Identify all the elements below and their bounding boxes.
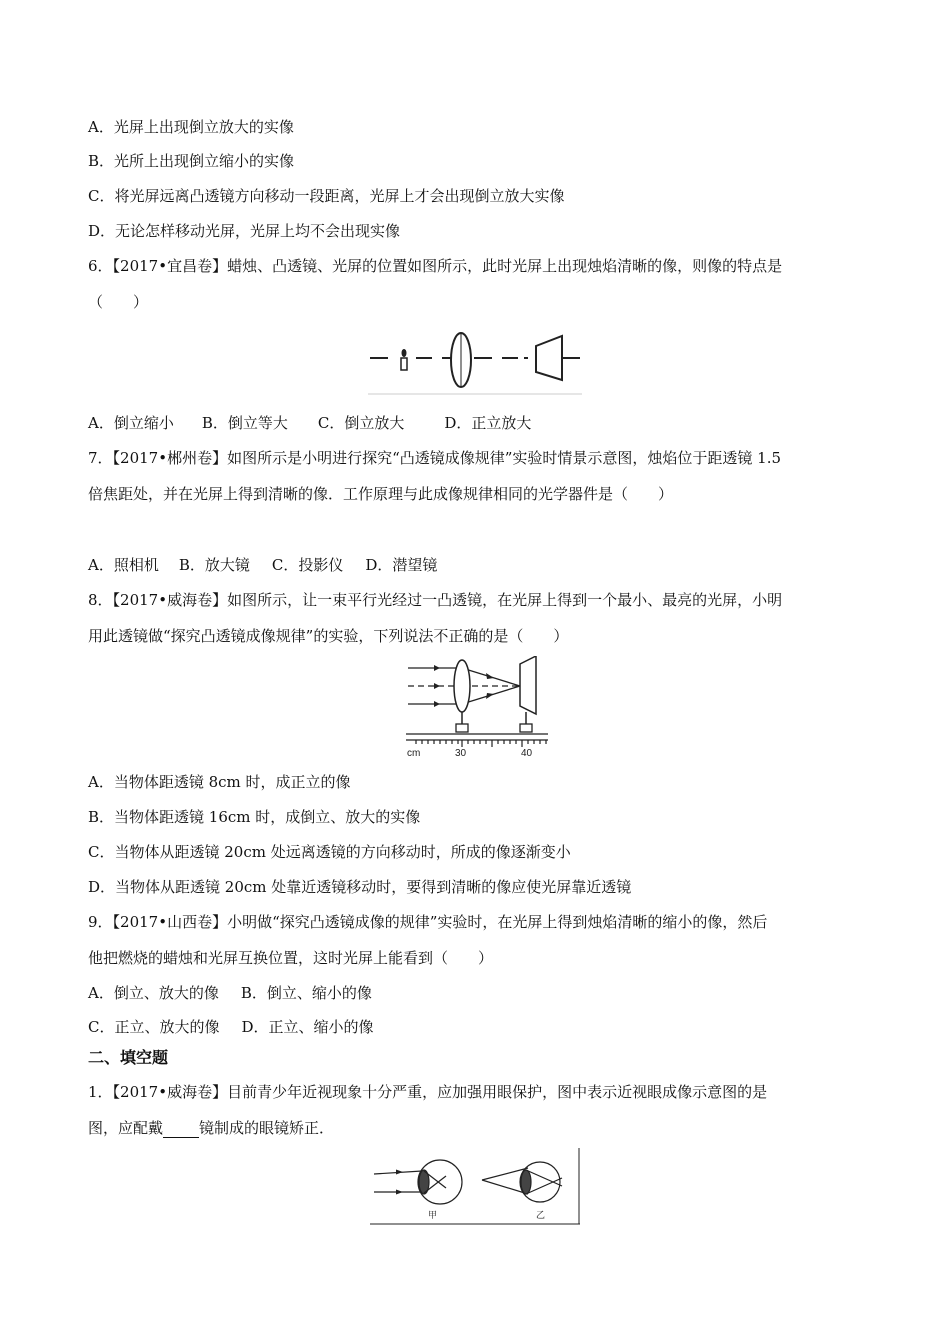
q5-option-b: B．光所上出现倒立缩小的实像: [88, 152, 295, 170]
q9-option-d: D．正立、缩小的像: [241, 1018, 374, 1036]
q8-stem-line2: 用此透镜做“探究凸透镜成像规律”的实验，下列说法不正确的是（ ）: [88, 627, 569, 645]
section-title: 二、填空题: [88, 1048, 169, 1067]
q9-options-row2: [88, 1017, 374, 1037]
q9-options-row1: [88, 983, 372, 1003]
q9-option-a: A．倒立、放大的像: [88, 984, 219, 1002]
q8-option-d: D．当物体从距透镜 20cm 处靠近透镜移动时，要得到清晰的像应使光屏靠近透镜: [88, 878, 632, 896]
q7-option-b: B．放大镜: [178, 556, 250, 574]
q6-options: [88, 413, 531, 433]
light-screen-icon: [536, 336, 562, 380]
candle-icon: [401, 349, 407, 370]
q5-option-d: D．无论怎样移动光屏，光屏上均不会出现实像: [88, 222, 401, 240]
convex-lens-icon: [451, 333, 471, 387]
eye-diagram-yi: [482, 1162, 562, 1202]
light-screen-icon: [520, 656, 536, 732]
q7-option-a: A．照相机: [88, 556, 159, 574]
q7-options: [88, 555, 437, 575]
q6-figure: [368, 322, 584, 396]
q5-option-a: A．光屏上出现倒立放大的实像: [88, 118, 294, 136]
eye-diagram-jia: [374, 1160, 462, 1204]
q8-option-b: B．当物体距透镜 16cm 时，成倒立、放大的实像: [88, 808, 421, 826]
q7-option-c: C．投影仪: [271, 556, 344, 574]
q8-option-c: C．当物体从距透镜 20cm 处远离透镜的方向移动时，所成的像逐渐变小: [88, 843, 571, 861]
q6-option-d: D．正立放大: [444, 414, 532, 432]
label-jia: 甲: [428, 1211, 438, 1221]
fill1-stem-line1: 1．【2017•威海卷】目前青少年近视现象十分严重，应加强用眼保护，图中表示近视眼成像示意图的是: [88, 1083, 768, 1101]
ruler-tick-30: 30: [455, 748, 467, 758]
q6-stem: 6．【2017•宜昌卷】蜡烛、凸透镜、光屏的位置如图所示，此时光屏上出现烛焰清晰的像，则像的特点是: [88, 257, 783, 275]
q6-option-c: C．倒立放大: [317, 414, 405, 432]
ruler: [406, 734, 548, 747]
label-yi: 乙: [536, 1211, 546, 1221]
q8-figure: [404, 656, 550, 758]
ruler-unit-label: cm: [407, 748, 421, 758]
q9-option-c: C．正立、放大的像: [88, 1018, 220, 1036]
q9-stem-line2: 他把燃烧的蜡烛和光屏互换位置，这时光屏上能看到（ ）: [88, 949, 494, 967]
q9-stem-line1: 9．【2017•山西卷】小明做“探究凸透镜成像的规律”实验时，在光屏上得到烛焰清晰的缩小的像，然后: [88, 913, 768, 931]
q6-option-a: A．倒立缩小: [88, 414, 174, 432]
answer-blank[interactable]: [163, 1122, 199, 1138]
q8-stem-line1: 8．【2017•威海卷】如图所示，让一束平行光经过一凸透镜，在光屏上得到一个最小、最亮的光屏，小明: [88, 591, 783, 609]
q5-option-c: C．将光屏远离凸透镜方向移动一段距离，光屏上才会出现倒立放大实像: [88, 187, 565, 205]
q6-bracket: （ ）: [88, 293, 149, 311]
fill1-text-a: 图，应配戴: [88, 1119, 164, 1137]
q8-option-a: A．当物体距透镜 8cm 时，成正立的像: [88, 773, 351, 791]
q7-stem-line2: 倍焦距处，并在光屏上得到清晰的像．工作原理与此成像规律相同的光学器件是（ ）: [88, 485, 674, 503]
convex-lens-icon: [454, 660, 470, 732]
q7-stem-line1: 7．【2017•郴州卷】如图所示是小明进行探究“凸透镜成像规律”实验时情景示意图，烛焰位于距透镜 1.5: [88, 449, 782, 467]
q9-option-b: B．倒立、缩小的像: [240, 984, 372, 1002]
ruler-tick-40: 40: [521, 748, 533, 758]
fill1-figure: [370, 1146, 582, 1226]
fill1-text-b: 镜制成的眼镜矫正．: [199, 1119, 335, 1137]
fill1-stem-line2: [88, 1118, 334, 1138]
q6-option-b: B．倒立等大: [201, 414, 288, 432]
q7-option-d: D．潜望镜: [365, 556, 438, 574]
